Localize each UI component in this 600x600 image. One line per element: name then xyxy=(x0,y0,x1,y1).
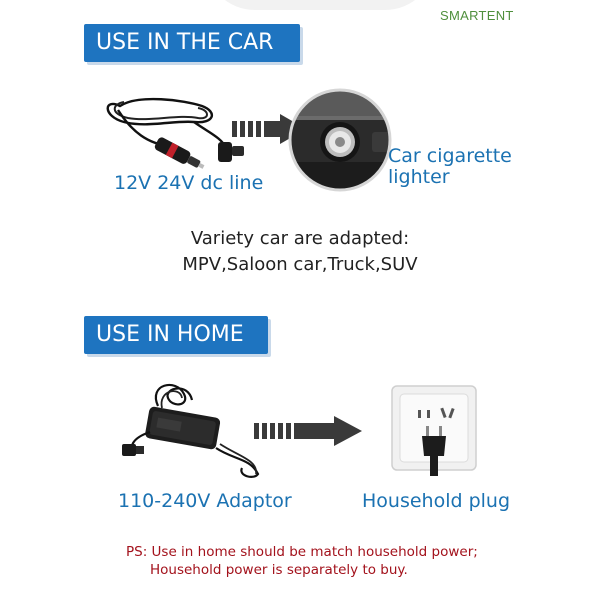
car-cable-label: 12V 24V dc line xyxy=(114,172,264,194)
car-socket-label-line2: lighter xyxy=(388,166,450,188)
vehicles-line1: Variety car are adapted: xyxy=(190,228,410,249)
car-socket-label-line1: Car cigarette xyxy=(388,145,512,167)
brand-name: SMARTENT xyxy=(440,8,514,23)
car-section-title: USE IN THE CAR xyxy=(84,24,300,62)
note-line1: PS: Use in home should be match household power; xyxy=(126,544,478,560)
home-section-title: USE IN HOME xyxy=(84,316,268,354)
decorative-arc xyxy=(205,0,435,10)
wall-outlet-icon xyxy=(392,386,476,476)
household-plug-label: Household plug xyxy=(362,490,511,512)
car-socket-icon xyxy=(288,88,392,192)
adaptor-label: 110-240V Adaptor xyxy=(118,490,292,512)
vehicles-line2: MPV,Saloon car,Truck,SUV xyxy=(182,254,418,275)
adaptor-icon xyxy=(118,378,268,482)
arrow-right-icon xyxy=(254,416,362,446)
note-line2: Household power is separately to buy. xyxy=(150,562,408,578)
car-cable-icon xyxy=(98,92,248,178)
